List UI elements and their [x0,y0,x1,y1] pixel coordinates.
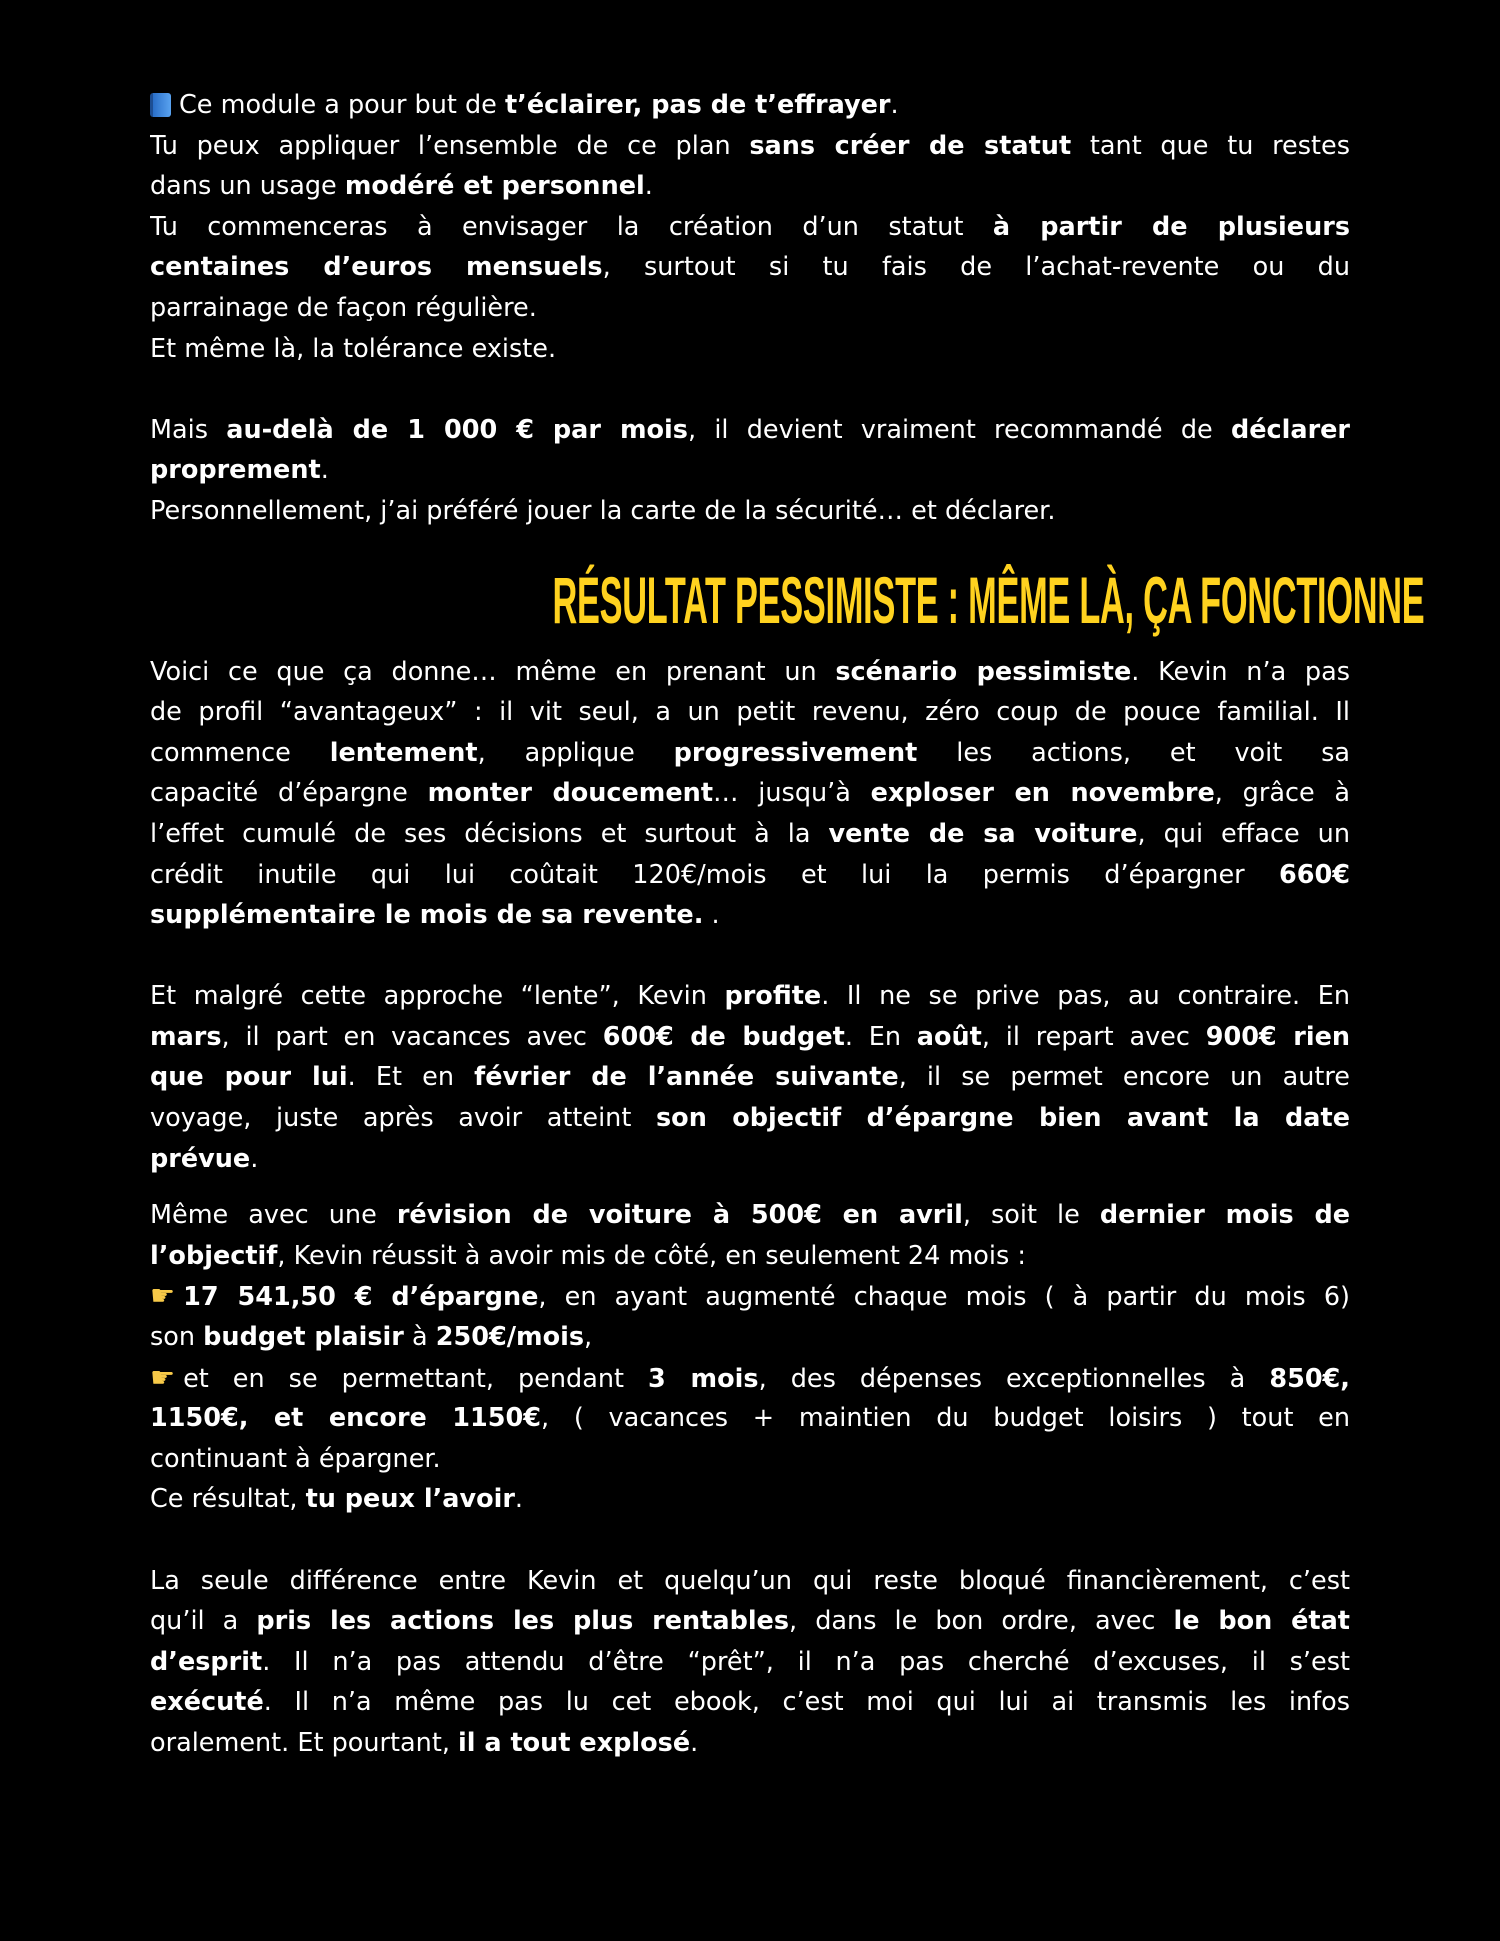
text-line [150,733,1350,774]
text-line [150,692,1350,733]
text: Et même là, la tolérance existe. [150,333,557,364]
text: , ( vacances + maintien du budget loisirs ) tout en [541,1403,1350,1434]
text: . [250,1143,259,1174]
paragraph [150,491,1350,532]
text-section [150,1195,1350,1520]
text: , en ayant augmenté chaque mois ( à partir du mois 6) [538,1282,1350,1313]
text-line [150,207,1350,248]
text-section [150,85,1350,369]
bold-text: il a tout explosé [458,1727,691,1758]
text-line [150,855,1350,896]
text: Mais [150,414,227,445]
text-line [150,1561,1350,1602]
text: Et malgré cette approche “lente”, Kevin [150,981,725,1012]
text: voyage, juste après avoir atteint [150,1103,656,1134]
text-line [150,85,1350,126]
text: . [644,171,653,202]
text: capacité d’épargne [150,778,428,809]
text-line [150,1139,1350,1180]
text: , il repart avec [981,1021,1206,1052]
text-line [150,976,1350,1017]
paragraph [150,1561,1350,1764]
bold-text: lentement [329,737,478,768]
bold-text: tu peux l’avoir [305,1484,515,1515]
bold-text: pris les actions les plus rentables [256,1606,790,1637]
bold-text: 660€ [1279,859,1350,890]
text-line [150,126,1350,167]
bold-text: son objectif d’épargne bien avant la date [656,1103,1350,1134]
paragraph [150,1276,1350,1357]
pointing-hand-icon: ☛ [150,1279,176,1313]
text-section [150,976,1350,1179]
bold-text: mars [150,1021,222,1052]
bold-text: révision de voiture à 500€ en avril [396,1200,963,1231]
text: . [703,900,720,931]
text-line [150,1682,1350,1723]
text-line [150,895,1350,936]
bold-text: modéré et personnel [344,171,645,202]
text: à [403,1322,436,1353]
bold-text: progressivement [673,737,918,768]
bold-text: août [916,1021,982,1052]
text: … jusqu’à [713,778,871,809]
text: crédit inutile qui lui coûtait 120€/mois et lui la permis d’épargner [150,859,1280,890]
text-line [150,1723,1350,1764]
text: son [150,1322,204,1353]
text: Voici ce que ça donne… même en prenant un [150,656,836,687]
text: . Il n’a même pas lu cet ebook, c’est moi qui lui ai transmis les infos [263,1687,1350,1718]
text: , qui efface un [1137,818,1350,849]
text: , des dépenses exceptionnelles à [758,1363,1270,1394]
bold-text: 250€/mois [435,1322,585,1353]
text: continuant à épargner. [150,1443,441,1474]
bold-text: à partir de plusieurs [992,211,1350,242]
paragraph [150,1479,1350,1520]
paragraph [150,1195,1350,1276]
text: tant que tu restes [1071,130,1350,161]
text: qu’il a [150,1606,257,1637]
text-line [150,1017,1350,1058]
text-line [150,166,1350,207]
section-heading: RÉSULTAT PESSIMISTE : MÊME LÀ, ÇA FONCTIONNE [552,562,1425,637]
bold-text: exploser en novembre [870,778,1215,809]
text-line [150,1057,1350,1098]
bold-text: 17 541,50 € d’épargne [183,1282,539,1313]
bold-text: profite [724,981,822,1012]
paragraph [150,410,1350,491]
text: , il devient vraiment recommandé de [687,414,1231,445]
text: oralement. Et pourtant, [150,1727,459,1758]
text-section [150,652,1350,936]
paragraph [150,652,1350,936]
text-section [150,410,1350,532]
text: . Et en [347,1062,475,1093]
text: Ce module a pour but de [179,90,505,120]
text: parrainage de façon régulière. [150,292,537,323]
text-line [150,450,1350,491]
bold-text: centaines d’euros mensuels [150,252,603,283]
text: Personnellement, j’ai préféré jouer la carte de la sécurité… et déclarer. [150,495,1056,526]
bold-text: prévue [150,1143,251,1174]
text: Tu commenceras à envisager la création d’un statut [150,211,993,242]
bold-text: 600€ de budget [602,1021,845,1052]
bold-text: dernier mois de [1099,1200,1350,1231]
text-line [150,1439,1350,1480]
paragraph [150,85,1350,126]
text: , surtout si tu fais de l’achat-revente ou du [602,252,1350,283]
text-line [150,1236,1350,1277]
bold-text: 850€, [1269,1363,1350,1394]
text-line [150,247,1350,288]
text-line [150,1398,1350,1439]
text: . En [844,1021,917,1052]
bold-text: supplémentaire le mois de sa revente. [150,900,704,931]
text: de profil “avantageux” : il vit seul, a un petit revenu, zéro coup de pouce familial. Il [150,697,1350,728]
paragraph [150,329,1350,370]
bold-text: budget plaisir [203,1322,404,1353]
bold-text: 1150€, et encore 1150€ [150,1403,542,1434]
text-line [150,1601,1350,1642]
bold-text: le bon état [1173,1606,1350,1637]
text-line [150,329,1350,370]
text-line [150,1358,1350,1399]
text-line [150,1642,1350,1683]
text: , applique [477,737,674,768]
text: Tu peux appliquer l’ensemble de ce plan [150,130,750,161]
text-line [150,288,1350,329]
bold-text: exécuté [150,1687,264,1718]
text: , il part en vacances avec [221,1021,603,1052]
document-page [150,85,1425,1764]
text: . [320,455,329,486]
text: dans un usage [150,171,345,202]
text-line [150,814,1350,855]
paragraph [150,207,1350,329]
text-line [150,652,1350,693]
bold-text: monter doucement [427,778,714,809]
text-line [150,1479,1350,1520]
text: , il se permet encore un autre [898,1062,1350,1093]
bold-text: déclarer [1230,414,1350,445]
text-line [150,1317,1350,1358]
text: . Kevin n’a pas [1131,656,1350,687]
bold-text: t’éclairer, pas de t’effrayer [504,90,891,120]
paragraph [150,976,1350,1179]
text: , grâce à [1214,778,1350,809]
bold-text: février de l’année suivante [474,1062,899,1093]
text: , dans le bon ordre, avec [789,1606,1174,1637]
bold-text: au-delà de 1 000 € par mois [226,414,688,445]
text: . [890,90,899,120]
text: , soit le [962,1200,1100,1231]
text: commence [150,737,330,768]
text: . Il ne se prive pas, au contraire. En [821,981,1350,1012]
text: . [514,1484,524,1515]
bold-text: proprement [150,455,321,486]
bold-text: scénario pessimiste [835,656,1132,687]
text: Ce résultat, [150,1484,306,1515]
book-icon [150,93,171,117]
text: , Kevin réussit à avoir mis de côté, en seulement 24 mois : [277,1240,1026,1271]
text: . Il n’a pas attendu d’être “prêt”, il n’a pas cherché d’excuses, il s’est [262,1646,1350,1677]
bold-text: 3 mois [648,1363,759,1394]
text-line [150,1276,1350,1317]
section-heading-container [150,562,1425,637]
text: . [690,1727,699,1758]
bold-text: l’objectif [150,1240,278,1271]
text-line [150,773,1350,814]
text: les actions, et voit sa [917,737,1350,768]
text-line [150,491,1350,532]
bold-text: d’esprit [150,1646,263,1677]
text-section [150,1561,1350,1764]
bold-text: que pour lui [150,1062,348,1093]
text-line [150,410,1350,451]
text: et en se permettant, pendant [183,1363,649,1394]
text-line [150,1195,1350,1236]
bold-text: vente de sa voiture [828,818,1138,849]
bold-text: 900€ rien [1205,1021,1350,1052]
text: Même avec une [150,1200,397,1231]
text: , [584,1322,593,1353]
text: l’effet cumulé de ses décisions et surtout à la [150,818,829,849]
text-line [150,1098,1350,1139]
pointing-hand-icon: ☛ [150,1360,176,1394]
bold-text: sans créer de statut [749,130,1072,161]
text: La seule différence entre Kevin et quelqu’un qui reste bloqué financièrement, c’est [150,1565,1350,1596]
paragraph [150,1358,1350,1480]
paragraph [150,126,1350,207]
